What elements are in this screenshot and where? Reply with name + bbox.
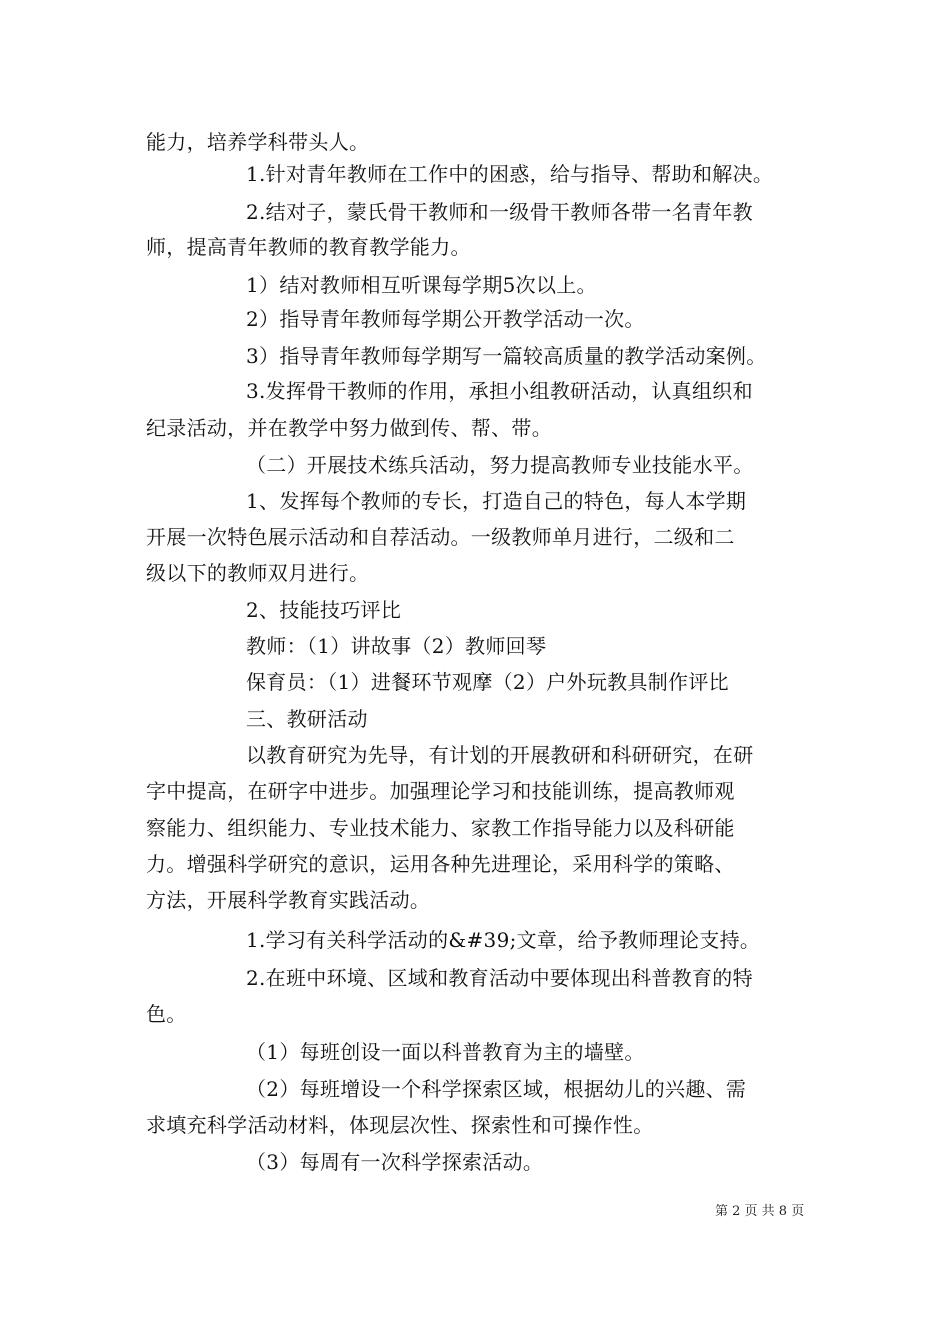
text-line: 能力，培养学科带头人。 bbox=[146, 130, 370, 154]
text-line: 以教育研究为先导，有计划的开展教研和科研研究，在研 bbox=[246, 743, 754, 767]
page-number: 第 2 页 共 8 页 bbox=[715, 1204, 805, 1219]
text-line: 察能力、组织能力、专业技术能力、家教工作指导能力以及科研能 bbox=[146, 816, 735, 840]
text-line: 求填充科学活动材料，体现层次性、探索性和可操作性。 bbox=[146, 1113, 654, 1137]
text-line: 3）指导青年教师每学期写一篇较高质量的教学活动案例。 bbox=[246, 344, 767, 368]
text-line: 色。 bbox=[146, 1002, 187, 1026]
text-line: 1）结对教师相互听课每学期5次以上。 bbox=[246, 273, 597, 297]
text-line: 纪录活动，并在教学中努力做到传、帮、带。 bbox=[146, 416, 552, 440]
text-line: 级以下的教师双月进行。 bbox=[146, 561, 370, 585]
text-line: （2）每班增设一个科学探索区域，根据幼儿的兴趣、需 bbox=[246, 1077, 747, 1101]
text-line: 2、技能技巧评比 bbox=[246, 598, 402, 622]
text-line: 方法，开展科学教育实践活动。 bbox=[146, 888, 431, 912]
text-line: 开展一次特色展示活动和自荐活动。一级教师单月进行，二级和二 bbox=[146, 525, 735, 549]
text-line: （1）每班创设一面以科普教育为主的墙壁。 bbox=[246, 1040, 645, 1064]
section-heading: 三、教研活动 bbox=[246, 707, 368, 731]
text-line: （3）每周有一次科学探索活动。 bbox=[246, 1150, 544, 1174]
text-line: 教师：（1）讲故事（2）教师回琴 bbox=[246, 634, 547, 658]
section-heading: （二）开展技术练兵活动，努力提高教师专业技能水平。 bbox=[246, 453, 754, 477]
text-line: 字中提高，在研字中进步。加强理论学习和技能训练，提高教师观 bbox=[146, 779, 735, 803]
text-line: 3.发挥骨干教师的作用，承担小组教研活动，认真组织和 bbox=[246, 379, 753, 403]
text-line: 1.针对青年教师在工作中的困惑，给与指导、帮助和解决。 bbox=[246, 162, 774, 186]
text-line: 力。增强科学研究的意识，运用各种先进理论，采用科学的策略、 bbox=[146, 852, 735, 876]
text-line: 师，提高青年教师的教育教学能力。 bbox=[146, 235, 471, 259]
text-line: 2）指导青年教师每学期公开教学活动一次。 bbox=[246, 307, 645, 331]
text-line: 1.学习有关科学活动的&#39;文章，给予教师理论支持。 bbox=[246, 928, 761, 952]
text-line: 保育员：（1）进餐环节观摩（2）户外玩教具制作评比 bbox=[246, 670, 729, 694]
text-line: 2.在班中环境、区域和教育活动中要体现出科普教育的特 bbox=[246, 966, 753, 990]
text-line: 2.结对子，蒙氏骨干教师和一级骨干教师各带一名青年教 bbox=[246, 200, 753, 224]
text-line: 1、发挥每个教师的专长，打造自己的特色，每人本学期 bbox=[246, 489, 747, 513]
